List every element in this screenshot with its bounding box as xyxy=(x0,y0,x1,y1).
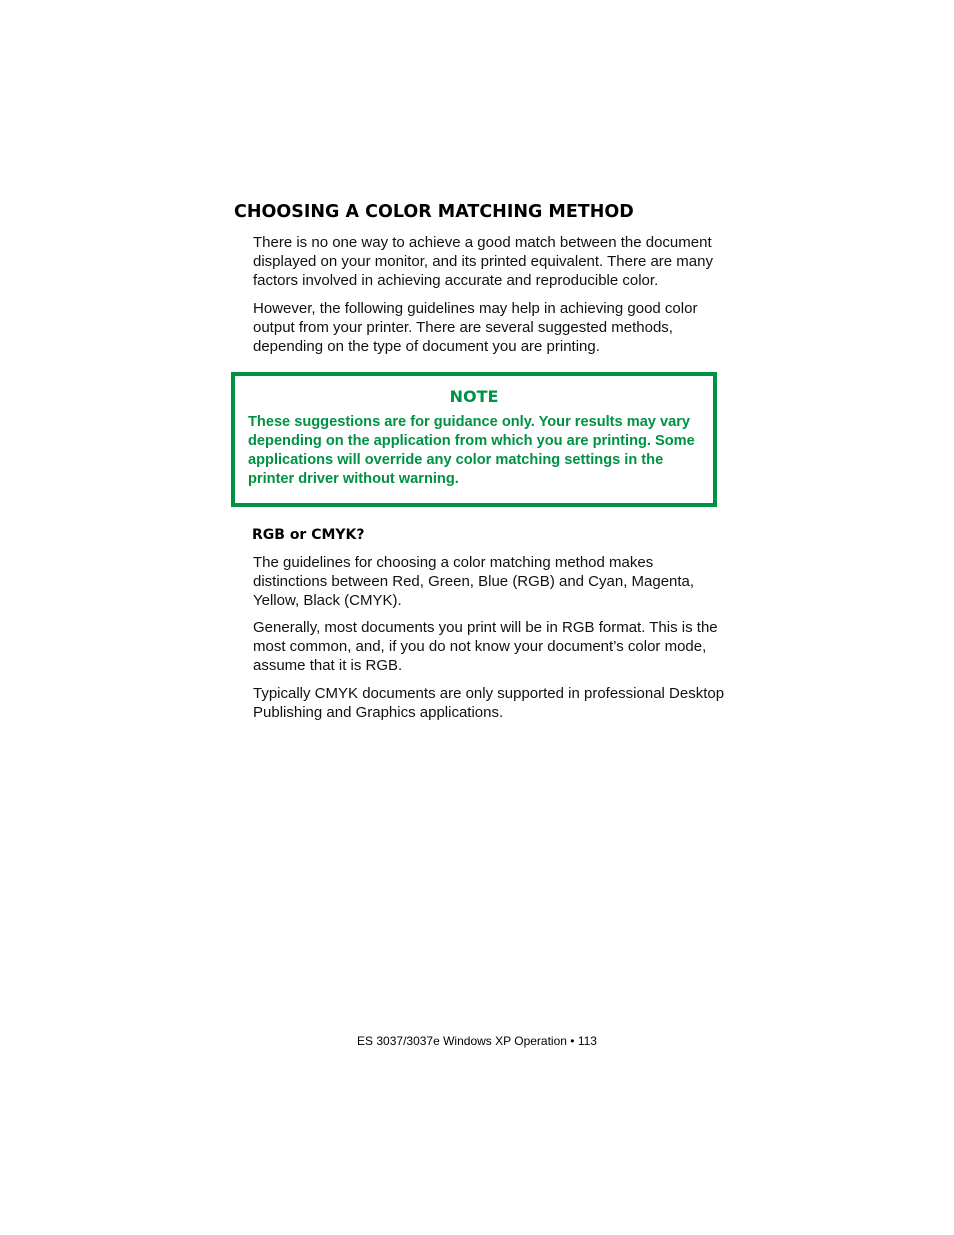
section-title: CHOOSING A COLOR MATCHING METHOD xyxy=(234,202,634,222)
intro-paragraph-1: There is no one way to achieve a good match between the document displayed on your monitor, and its printed equivalent. There are many factors involved in achieving accurate and reproducible color. xyxy=(253,234,713,289)
subsection-heading: RGB or CMYK? xyxy=(252,527,365,543)
rgb-cmyk-paragraph-2: Generally, most documents you print will be in RGB format. This is the most common, and, if you do not know your document’s color mode, assume that it is RGB. xyxy=(253,619,718,674)
note-text: These suggestions are for guidance only. Your results may vary depending on the application from which you are printing. Some applications will override any color matching settings in the printer driver without warning. xyxy=(248,414,695,487)
note-box xyxy=(231,372,717,507)
intro-paragraph-2: However, the following guidelines may help in achieving good color output from your printer. There are several suggested methods, depending on the type of document you are printing. xyxy=(253,300,698,355)
rgb-cmyk-paragraph-1: The guidelines for choosing a color matching method makes distinctions between Red, Green, Blue (RGB) and Cyan, Magenta, Yellow, Black (CMYK). xyxy=(253,554,695,609)
note-title: NOTE xyxy=(449,387,499,406)
page-footer: ES 3037/3037e Windows XP Operation • 113 xyxy=(357,1034,597,1048)
rgb-cmyk-paragraph-3: Typically CMYK documents are only supported in professional Desktop Publishing and Graphics applications. xyxy=(253,685,725,721)
